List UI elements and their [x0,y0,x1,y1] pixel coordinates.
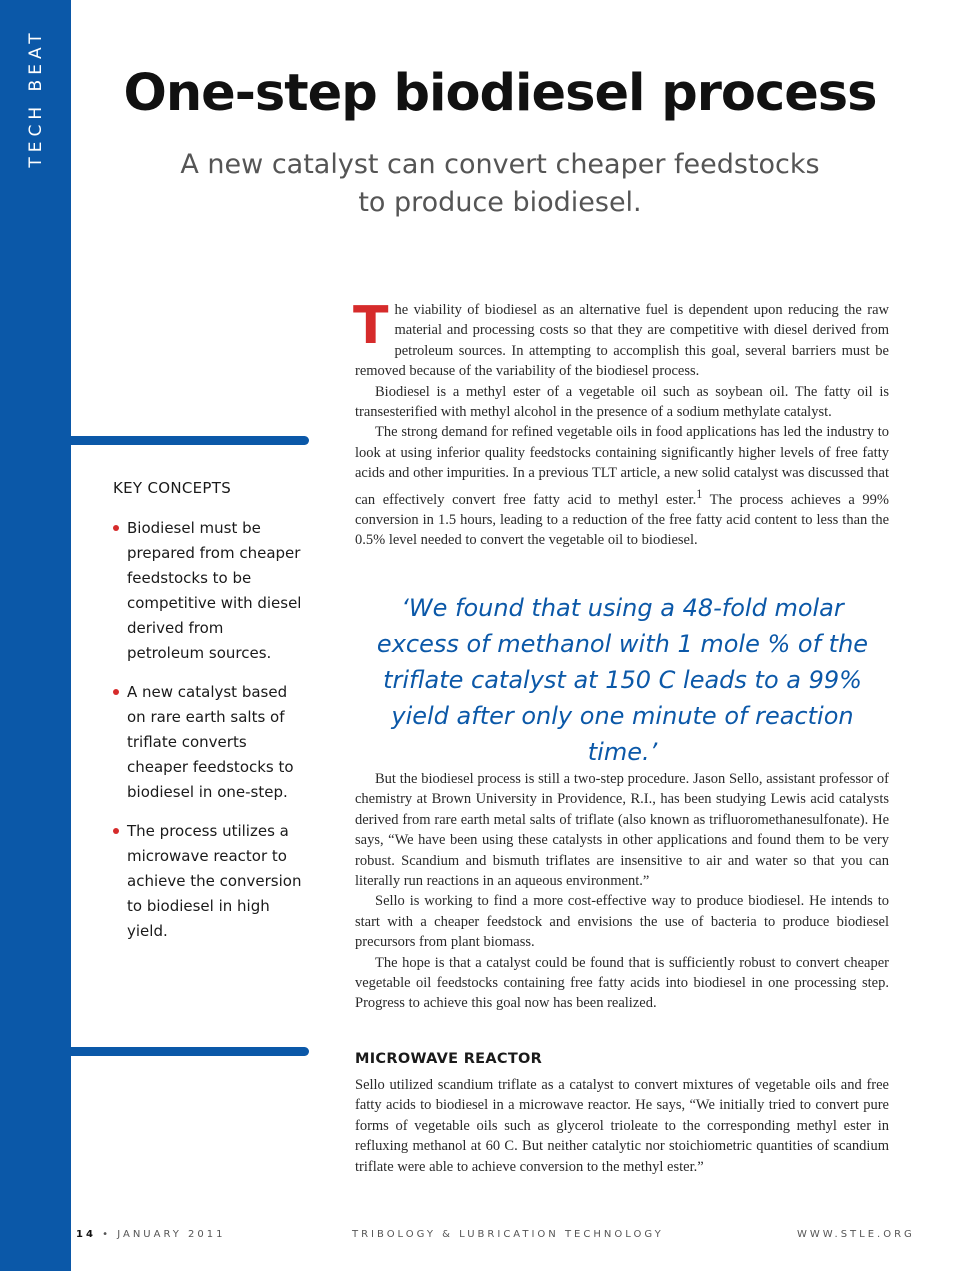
footer-separator: • [102,1229,112,1240]
pull-quote: ‘We found that using a 48-fold molar excess of methanol with 1 mole % of the triflate catalyst at 150 C leads to a 99% yield after only one minute of reaction time.’ [376,594,869,766]
key-concept-item [113,819,303,944]
body-paragraph: The hope is that a catalyst could be found that is sufficiently robust to convert cheaper vegetable oil feedstocks containing free fatty acids into biodiesel in one processing step. Progress to achieve this goal now has been realized. [355,954,889,1012]
section-label: TECH BEAT [26,28,46,168]
key-concept-text: Biodiesel must be prepared from cheaper feedstocks to be competitive with diesel derived from petroleum sources. [127,519,302,662]
body-paragraph: Sello is working to find a more cost-effective way to produce biodiesel. He intends to start with a cheaper feedstock and envisions the use of bacteria to produce biodiesel precursors from plant biomass. [355,893,889,951]
footer-folio [76,1229,226,1240]
key-concept-item [113,516,303,666]
drop-cap: T [353,296,389,356]
body-paragraph: But the biodiesel process is still a two-step procedure. Jason Sello, assistant professor of chemistry at Brown University in Providence, R.I., has been studying Lewis acid catalysts derived from rare earth metal salts of triflate (also known as trifluoromethanesulfonate). He says, “We have been using these catalysts in other applications and found them to be very robust. Scandium and bismuth triflates are insensitive to air and water so that you can literally run reactions in an aqueous environment.” [355,771,889,890]
article-title: One-step biodiesel process [123,64,877,123]
page-number: 14 [76,1229,96,1240]
key-concepts-list [113,516,303,958]
issue-date: JANUARY 2011 [117,1229,226,1240]
key-concepts-bottom-rule [71,1047,309,1056]
body-paragraph: Sello utilized scandium triflate as a catalyst to convert mixtures of vegetable oils and free fatty acids to biodiesel in a microwave reactor. He says, “We initially tried to convert pure forms of vegetable oils such as glycerol trioleate to the corresponding methyl ester in refluxing methanol at 60 C. But neither catalytic nor stoichiometric quantities of scandium triflate were able to achieve conversion to the methyl ester.” [355,1077,889,1175]
key-concept-text: The process utilizes a microwave reactor to achieve the conversion to biodiesel in high yield. [127,822,302,940]
website-url: WWW.STLE.ORG [797,1229,915,1240]
key-concepts-heading: KEY CONCEPTS [113,479,232,497]
body-paragraph [353,296,889,382]
bullet-icon [113,689,119,695]
key-concept-text: A new catalyst based on rare earth salts of triflate converts cheaper feedstocks to biodiesel in one-step. [127,683,294,801]
paragraph-text: he viability of biodiesel as an alternative fuel is dependent upon reducing the raw material and processing costs so that they are competitive with diesel derived from petroleum sources. In attempting to accomplish this goal, several barriers must be removed because of the variability of the biodiesel process. [355,302,889,380]
bullet-icon [113,828,119,834]
bullet-icon [113,525,119,531]
article-body-middle [355,769,889,1014]
article-body-intro [353,296,889,551]
section-heading: MICROWAVE REACTOR [355,1051,543,1067]
paragraph-text: The process achieves a 99% conversion in 1.5 hours, leading to a reduction of the free fatty acid content to less than the 0.5% level needed to convert the vegetable oil to biodiesel. [355,491,889,549]
paragraph-text: The strong demand for refined vegetable oils in food applications has led the industry to look at using inferior quality feedstocks containing significantly higher levels of free fatty acids and other impurities. In a previous TLT article, a new solid catalyst was discussed that can effectively convert free fatty acid to methyl ester. [355,424,889,508]
publication-name: TRIBOLOGY & LUBRICATION TECHNOLOGY [352,1229,664,1240]
article-subtitle: A new catalyst can convert cheaper feedstocks to produce biodiesel. [180,149,820,218]
key-concepts-top-rule [71,436,309,445]
body-paragraph: Biodiesel is a methyl ester of a vegetable oil such as soybean oil. The fatty oil is transesterified with methyl alcohol in the presence of a sodium methylate catalyst. [355,383,889,421]
key-concept-item [113,680,303,805]
section-sidebar [0,0,71,1271]
footnote-reference: 1 [696,486,703,501]
body-paragraph [355,422,889,550]
article-body-section [355,1075,889,1177]
